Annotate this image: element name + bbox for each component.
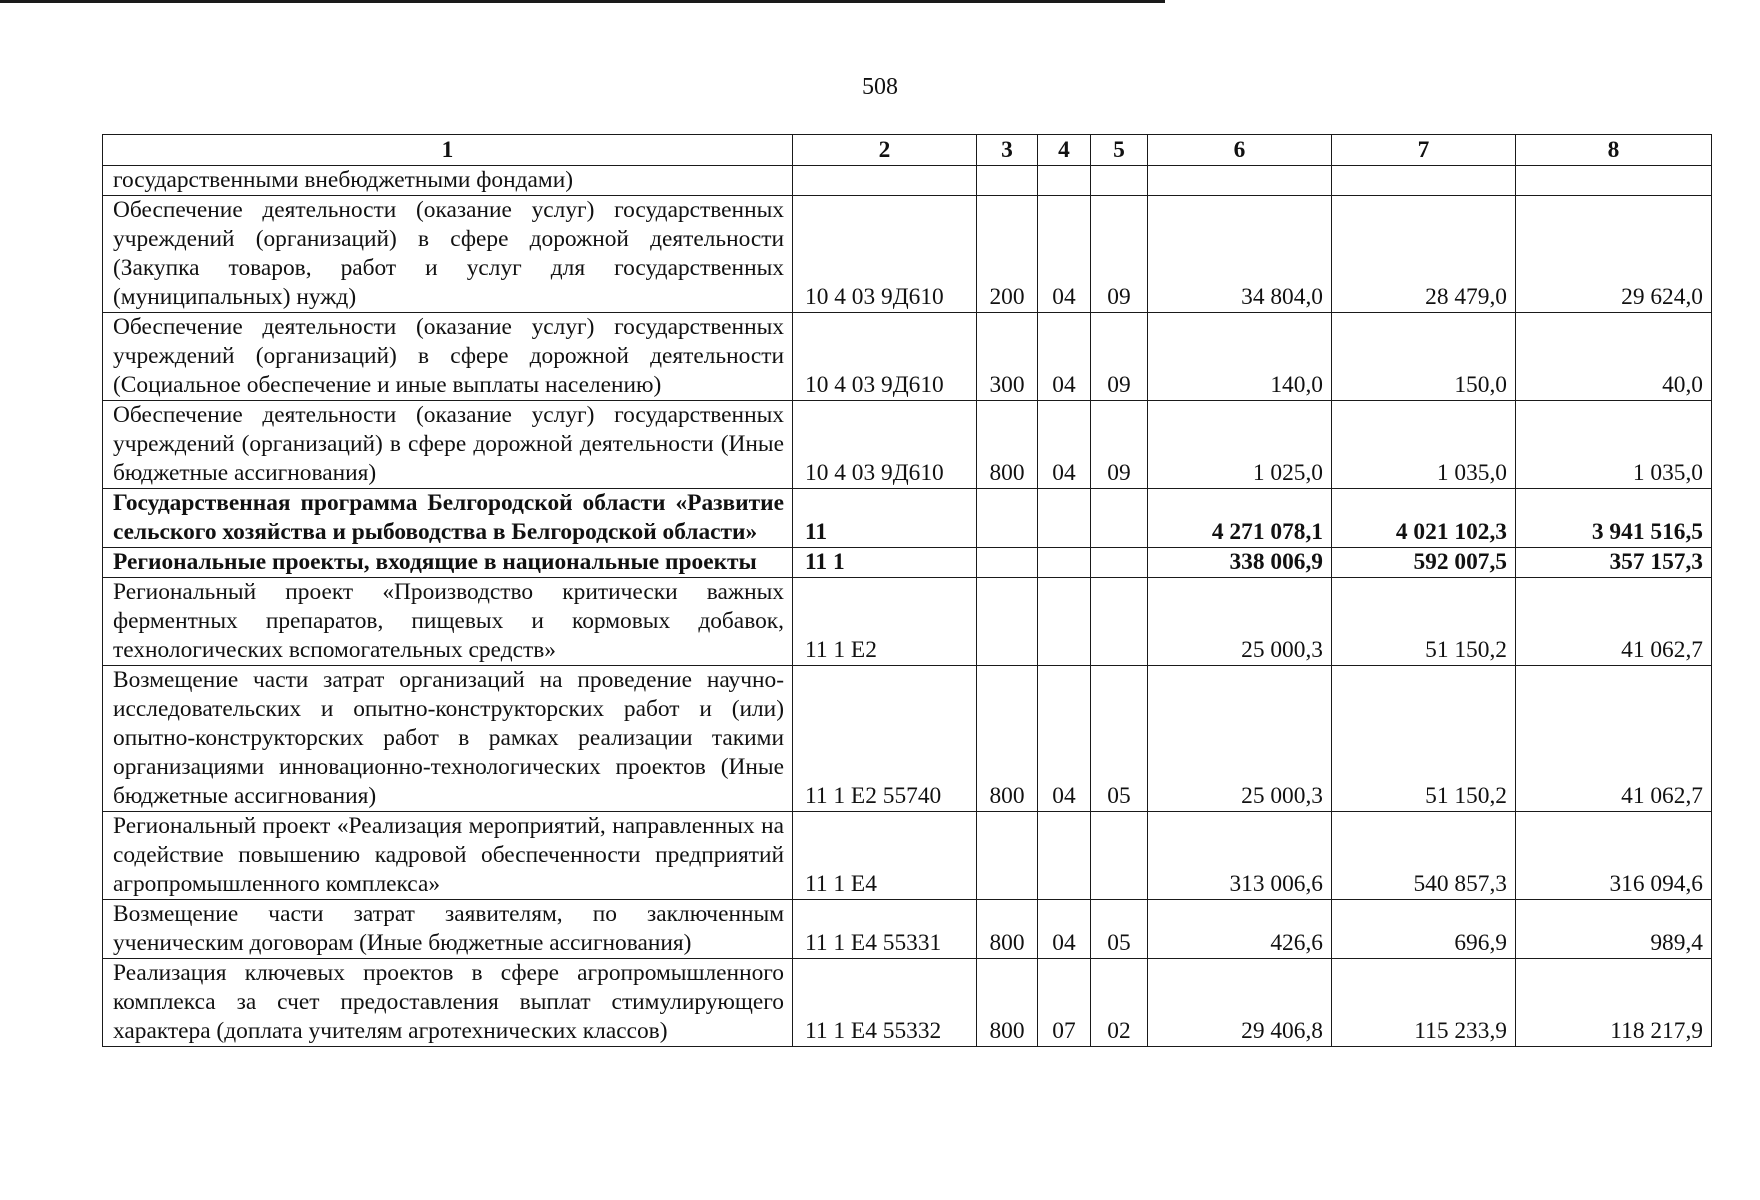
row-value-8: 41 062,7 [1516, 578, 1712, 666]
row-col4 [1038, 812, 1091, 900]
row-code: 11 1 E4 55332 [793, 959, 977, 1047]
row-col4: 04 [1038, 900, 1091, 959]
row-value-7: 4 021 102,3 [1332, 489, 1516, 548]
row-code: 10 4 03 9Д610 [793, 313, 977, 401]
row-value-6: 25 000,3 [1148, 666, 1332, 812]
row-value-7: 150,0 [1332, 313, 1516, 401]
row-name: Возмещение части затрат организаций на проведение научно-исследовательских и опытно-конструкторских работ и (или) опытно-конструкторских работ в рамках реализации такими организациями инновационно-технологических проектов (Иные бюджетные ассигнования) [103, 666, 793, 812]
column-header-4: 4 [1038, 135, 1091, 166]
budget-table [102, 134, 1712, 1047]
row-value-8: 3 941 516,5 [1516, 489, 1712, 548]
row-col4 [1038, 578, 1091, 666]
row-name: Обеспечение деятельности (оказание услуг) государственных учреждений (организаций) в сфере дорожной деятельности (Иные бюджетные ассигнования) [103, 401, 793, 489]
row-col3 [977, 166, 1038, 196]
page-number: 508 [862, 74, 898, 100]
column-header-7: 7 [1332, 135, 1516, 166]
row-col4 [1038, 489, 1091, 548]
row-col4 [1038, 548, 1091, 578]
row-col5: 09 [1091, 196, 1148, 313]
row-col3: 800 [977, 900, 1038, 959]
row-col5 [1091, 548, 1148, 578]
table-row [103, 401, 1712, 489]
row-name: Реализация ключевых проектов в сфере агропромышленного комплекса за счет предоставления выплат стимулирующего характера (доплата учителям агротехнических классов) [103, 959, 793, 1047]
row-value-8: 40,0 [1516, 313, 1712, 401]
table-row-bold [103, 489, 1712, 548]
row-code: 11 1 E2 55740 [793, 666, 977, 812]
row-code: 10 4 03 9Д610 [793, 401, 977, 489]
row-value-6: 140,0 [1148, 313, 1332, 401]
table-row [103, 900, 1712, 959]
table-row [103, 313, 1712, 401]
row-col5 [1091, 166, 1148, 196]
row-value-7: 115 233,9 [1332, 959, 1516, 1047]
row-col3: 800 [977, 666, 1038, 812]
row-value-7 [1332, 166, 1516, 196]
row-col3 [977, 812, 1038, 900]
row-col5: 05 [1091, 900, 1148, 959]
table-row [103, 166, 1712, 196]
row-code: 11 1 E4 [793, 812, 977, 900]
table-row [103, 196, 1712, 313]
row-value-8: 316 094,6 [1516, 812, 1712, 900]
row-col4: 04 [1038, 666, 1091, 812]
row-name: Обеспечение деятельности (оказание услуг) государственных учреждений (организаций) в сфере дорожной деятельности (Закупка товаров, работ и услуг для государственных (муниципальных) нужд) [103, 196, 793, 313]
row-value-6 [1148, 166, 1332, 196]
row-name: Государственная программа Белгородской области «Развитие сельского хозяйства и рыбоводства в Белгородской области» [103, 489, 793, 548]
row-name: Региональные проекты, входящие в национальные проекты [103, 548, 793, 578]
row-value-8: 29 624,0 [1516, 196, 1712, 313]
row-col5: 09 [1091, 313, 1148, 401]
row-value-8: 41 062,7 [1516, 666, 1712, 812]
row-value-7: 1 035,0 [1332, 401, 1516, 489]
column-header-1: 1 [103, 135, 793, 166]
row-col5: 02 [1091, 959, 1148, 1047]
row-col4 [1038, 166, 1091, 196]
row-value-7: 51 150,2 [1332, 578, 1516, 666]
row-col3: 800 [977, 959, 1038, 1047]
top-rule [0, 0, 1165, 3]
row-value-7: 696,9 [1332, 900, 1516, 959]
column-header-3: 3 [977, 135, 1038, 166]
row-col3: 200 [977, 196, 1038, 313]
table-row [103, 959, 1712, 1047]
row-col3 [977, 578, 1038, 666]
row-value-6: 4 271 078,1 [1148, 489, 1332, 548]
row-value-7: 592 007,5 [1332, 548, 1516, 578]
row-value-6: 338 006,9 [1148, 548, 1332, 578]
row-value-8: 989,4 [1516, 900, 1712, 959]
row-value-7: 51 150,2 [1332, 666, 1516, 812]
row-col5: 09 [1091, 401, 1148, 489]
row-name: Обеспечение деятельности (оказание услуг) государственных учреждений (организаций) в сфере дорожной деятельности (Социальное обеспечение и иные выплаты населению) [103, 313, 793, 401]
row-value-6: 25 000,3 [1148, 578, 1332, 666]
column-header-2: 2 [793, 135, 977, 166]
row-code: 11 1 E2 [793, 578, 977, 666]
row-value-7: 28 479,0 [1332, 196, 1516, 313]
row-col5 [1091, 489, 1148, 548]
row-code: 11 1 E4 55331 [793, 900, 977, 959]
row-col4: 04 [1038, 196, 1091, 313]
row-col5 [1091, 812, 1148, 900]
row-col4: 04 [1038, 401, 1091, 489]
table-row-bold [103, 548, 1712, 578]
row-name: государственными внебюджетными фондами) [103, 166, 793, 196]
row-name: Региональный проект «Производство критически важных ферментных препаратов, пищевых и кормовых добавок, технологических вспомогательных средств» [103, 578, 793, 666]
row-code: 11 [793, 489, 977, 548]
table-row [103, 578, 1712, 666]
row-value-6: 313 006,6 [1148, 812, 1332, 900]
header-row [103, 135, 1712, 166]
row-value-7: 540 857,3 [1332, 812, 1516, 900]
row-col5: 05 [1091, 666, 1148, 812]
row-col5 [1091, 578, 1148, 666]
row-value-6: 1 025,0 [1148, 401, 1332, 489]
row-value-8: 118 217,9 [1516, 959, 1712, 1047]
row-col3: 300 [977, 313, 1038, 401]
row-col3 [977, 489, 1038, 548]
row-col4: 04 [1038, 313, 1091, 401]
column-header-6: 6 [1148, 135, 1332, 166]
row-value-6: 34 804,0 [1148, 196, 1332, 313]
row-name: Региональный проект «Реализация мероприятий, направленных на содействие повышению кадровой обеспеченности предприятий агропромышленного комплекса» [103, 812, 793, 900]
row-value-6: 29 406,8 [1148, 959, 1332, 1047]
row-code: 10 4 03 9Д610 [793, 196, 977, 313]
row-value-8: 357 157,3 [1516, 548, 1712, 578]
row-name: Возмещение части затрат заявителям, по заключенным ученическим договорам (Иные бюджетные ассигнования) [103, 900, 793, 959]
row-code: 11 1 [793, 548, 977, 578]
row-value-8: 1 035,0 [1516, 401, 1712, 489]
row-code [793, 166, 977, 196]
table-row [103, 666, 1712, 812]
column-header-8: 8 [1516, 135, 1712, 166]
table-row [103, 812, 1712, 900]
row-col4: 07 [1038, 959, 1091, 1047]
row-value-6: 426,6 [1148, 900, 1332, 959]
column-header-5: 5 [1091, 135, 1148, 166]
row-col3 [977, 548, 1038, 578]
row-col3: 800 [977, 401, 1038, 489]
row-value-8 [1516, 166, 1712, 196]
